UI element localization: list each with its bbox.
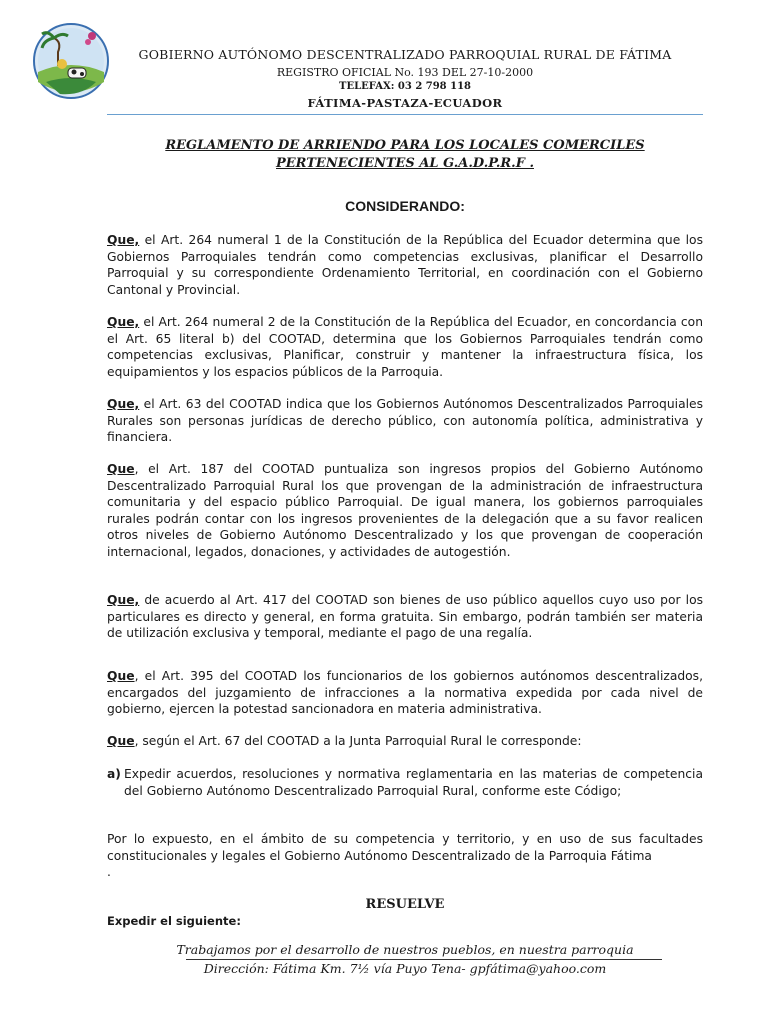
list-item-text: Expedir acuerdos, resoluciones y normativa reglamentaria en las materias de competencia del Gobierno Autónomo Descentralizado Parroquial Rural, conforme este Código;	[124, 767, 703, 798]
document-title-line2: PERTENECIENTES AL G.A.D.P.R.F .	[276, 156, 534, 171]
paragraph-7	[107, 733, 703, 750]
paragraph-lead: Que,	[107, 593, 140, 607]
expedir-label: Expedir el siguiente:	[107, 914, 241, 928]
footer-address: Dirección: Fátima Km. 7½ vía Puyo Tena- gpfátima@yahoo.com	[203, 961, 607, 976]
document-title-line1: REGLAMENTO DE ARRIENDO PARA LOS LOCALES COMERCILES	[165, 138, 645, 153]
parish-logo	[32, 22, 110, 100]
paragraph-text: , según el Art. 67 del COOTAD a la Junta Parroquial Rural le corresponde:	[134, 734, 582, 748]
header-telefax: TELEFAX: 03 2 798 118	[339, 81, 471, 92]
paragraph-text: , el Art. 187 del COOTAD puntualiza son ingresos propios del Gobierno Autónomo Descentralizado Parroquial Rural los que provengan de la administración de infraestructura comunitaria y del espacio público Parroquial. De igual manera, los gobiernos parroquiales rurales podrán contar con los ingresos provenientes de la delegación que a su favor realicen otros niveles de Gobierno Autónomo Descentralizado y los que provengan de cooperación internacional, legados, donaciones, y actividades de autogestión.	[107, 462, 703, 559]
considerando-heading: CONSIDERANDO:	[345, 198, 465, 214]
paragraph-2	[107, 314, 703, 380]
header-institution-name: GOBIERNO AUTÓNOMO DESCENTRALIZADO PARROQUIAL RURAL DE FÁTIMA	[138, 47, 672, 62]
header-registry: REGISTRO OFICIAL No. 193 DEL 27-10-2000	[276, 66, 534, 79]
paragraph-4	[107, 461, 703, 560]
paragraph-text: , el Art. 395 del COOTAD los funcionarios de los gobiernos autónomos descentralizados, encargados del juzgamiento de infracciones a la normativa expedida por cada nivel de gobierno, ejercen la potestad sancionadora en materia administrativa.	[107, 669, 703, 716]
paragraph-lead: Que,	[107, 233, 140, 247]
paragraph-lead: Que	[107, 669, 135, 683]
footer-slogan: Trabajamos por el desarrollo de nuestros pueblos, en nuestra parroquia	[176, 942, 634, 957]
paragraph-text: el Art. 264 numeral 1 de la Constitución de la República del Ecuador determina que los Gobiernos Parroquiales tendrán como competencias exclusivas, planificar el Desarrollo Parroquial y su correspondiente Ordenamiento Territorial, en coordinación con el Gobierno Cantonal y Provincial.	[107, 233, 703, 297]
paragraph-lead: Que	[107, 462, 135, 476]
paragraph-lead: Que,	[107, 315, 140, 329]
header-location: FÁTIMA-PASTAZA-ECUADOR	[307, 96, 503, 110]
list-item-label: a)	[107, 767, 121, 781]
paragraph-3	[107, 396, 703, 446]
paragraph-lead: Que,	[107, 397, 140, 411]
paragraph-text: el Art. 63 del COOTAD indica que los Gobiernos Autónomos Descentralizados Parroquiales Rurales son personas jurídicas de derecho público, con autonomía política, administrativa y financiera.	[107, 397, 703, 444]
paragraph-text: de acuerdo al Art. 417 del COOTAD son bienes de uso público aquellos cuyo uso por los particulares es directo y general, en forma gratuita. Sin embargo, podrán también ser materia de utilización exclusiva y temporal, mediante el pago de una regalía.	[107, 593, 703, 640]
document-title	[107, 137, 703, 173]
resuelve-heading: RESUELVE	[365, 897, 445, 912]
closing-text: Por lo expuesto, en el ámbito de su competencia y territorio, y en uso de sus facultades constitucionales y legales el Gobierno Autónomo Descentralizado de la Parroquia Fátima	[107, 832, 703, 863]
paragraph-lead: Que	[107, 734, 135, 748]
closing-paragraph	[107, 831, 703, 881]
list-item-a	[107, 766, 703, 799]
paragraph-1	[107, 232, 703, 298]
paragraph-text: el Art. 264 numeral 2 de la Constitución de la República del Ecuador, en concordancia con el Art. 65 literal b) del COOTAD, determina que los Gobiernos Parroquiales tendrán como competencias exclusivas, Planificar, construir y mantener la infraestructura física, los equipamientos y los espacios públicos de la Parroquia.	[107, 315, 703, 379]
paragraph-6	[107, 668, 703, 718]
paragraph-5	[107, 592, 703, 642]
closing-dot: .	[107, 865, 111, 879]
footer-divider	[186, 959, 662, 960]
header-divider	[107, 114, 703, 115]
